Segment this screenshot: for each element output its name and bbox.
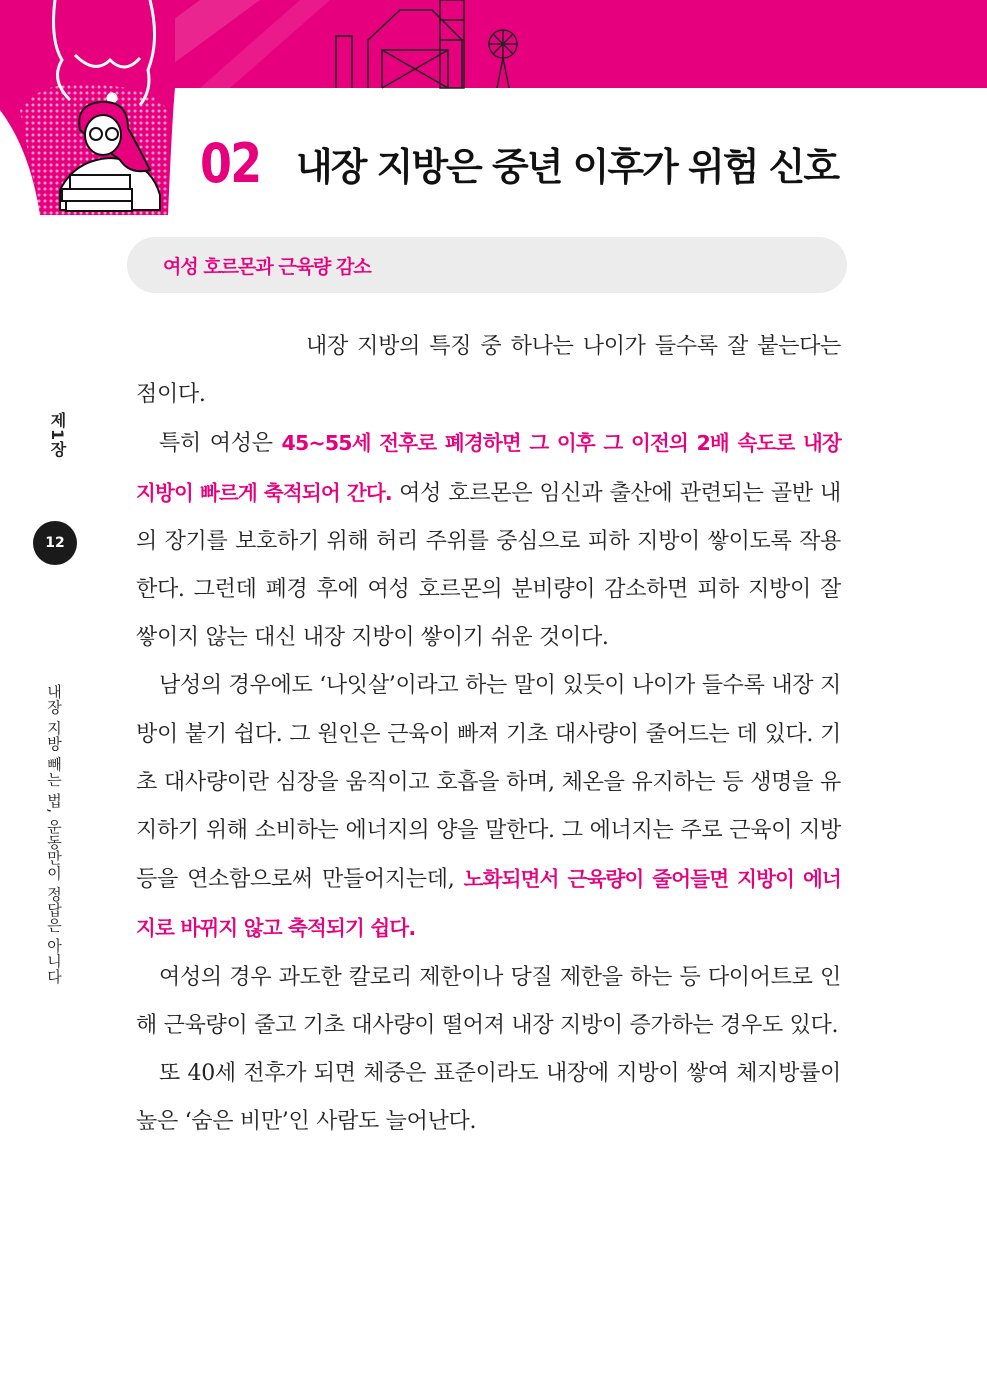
paragraph-3 bbox=[136, 662, 841, 953]
text-run: 여성 호르몬은 임신과 출산에 관련되는 골반 내의 장기를 보호하기 위해 허리 주위를 중심으로 피하 지방이 쌓이도록 작용한다. 그런데 폐경 후에 여성 호르몬의 분비량이 감소하면 피하 지방이 잘 쌓이지 않는 대신 내장 지방이 쌓이기 쉬운 것이다. bbox=[136, 480, 841, 651]
page-number-badge: 12 bbox=[33, 521, 77, 565]
paragraph-2 bbox=[136, 419, 841, 662]
paragraph-1: 내장 지방의 특징 중 하나는 나이가 들수록 잘 붙는다는 점이다. bbox=[136, 334, 841, 408]
paragraph-4: 여성의 경우 과도한 칼로리 제한이나 당질 제한을 하는 등 다이어트로 인해 근육량이 줄고 기초 대사량이 떨어져 내장 지방이 증가하는 경우도 있다. bbox=[136, 964, 841, 1038]
text-run: 특히 여성은 bbox=[159, 431, 282, 457]
highlight-text: 노화되면서 근육량이 줄어들면 지방이 에너지로 바뀌지 않고 축적되기 쉽다. bbox=[136, 867, 842, 941]
reading-woman-illustration bbox=[0, 0, 175, 220]
highlight-text: 45~55세 전후로 폐경하면 그 이후 그 이전의 2배 속도로 내장 지방이 빠르게 축적되어 간다. bbox=[136, 431, 841, 505]
subheading-text: 여성 호르몬과 근육량 감소 bbox=[163, 256, 371, 278]
subheading-pill bbox=[127, 237, 847, 293]
body-text bbox=[136, 323, 841, 1146]
chapter-title: 내장 지방은 중년 이후가 위험 신호 bbox=[296, 145, 839, 189]
paragraph-5: 또 40세 전후가 되면 체중은 표준이라도 내장에 지방이 쌓여 체지방률이 높은 ‘숨은 비만’인 사람도 늘어난다. bbox=[136, 1061, 841, 1135]
side-book-title: 내장 지방 빼는 법, 운동만이 정답은 아니다 bbox=[45, 684, 63, 985]
chapter-number: 02 bbox=[200, 132, 261, 195]
side-chapter-label: 제1장 bbox=[48, 412, 67, 459]
text-run: 남성의 경우에도 ‘나잇살’이라고 하는 말이 있듯이 나이가 들수록 내장 지방이 붙기 쉽다. 그 원인은 근육이 빠져 기초 대사량이 줄어드는 데 있다. 기초 대사량이란 심장을 움직이고 호흡을 하며, 체온을 유지하는 등 생명을 유지하기 위해 소비하는 에너지의 양을 말한다. 그 에너지는 주로 근육이 지방 등을 연소함으로써 만들어지는데, bbox=[136, 673, 841, 893]
